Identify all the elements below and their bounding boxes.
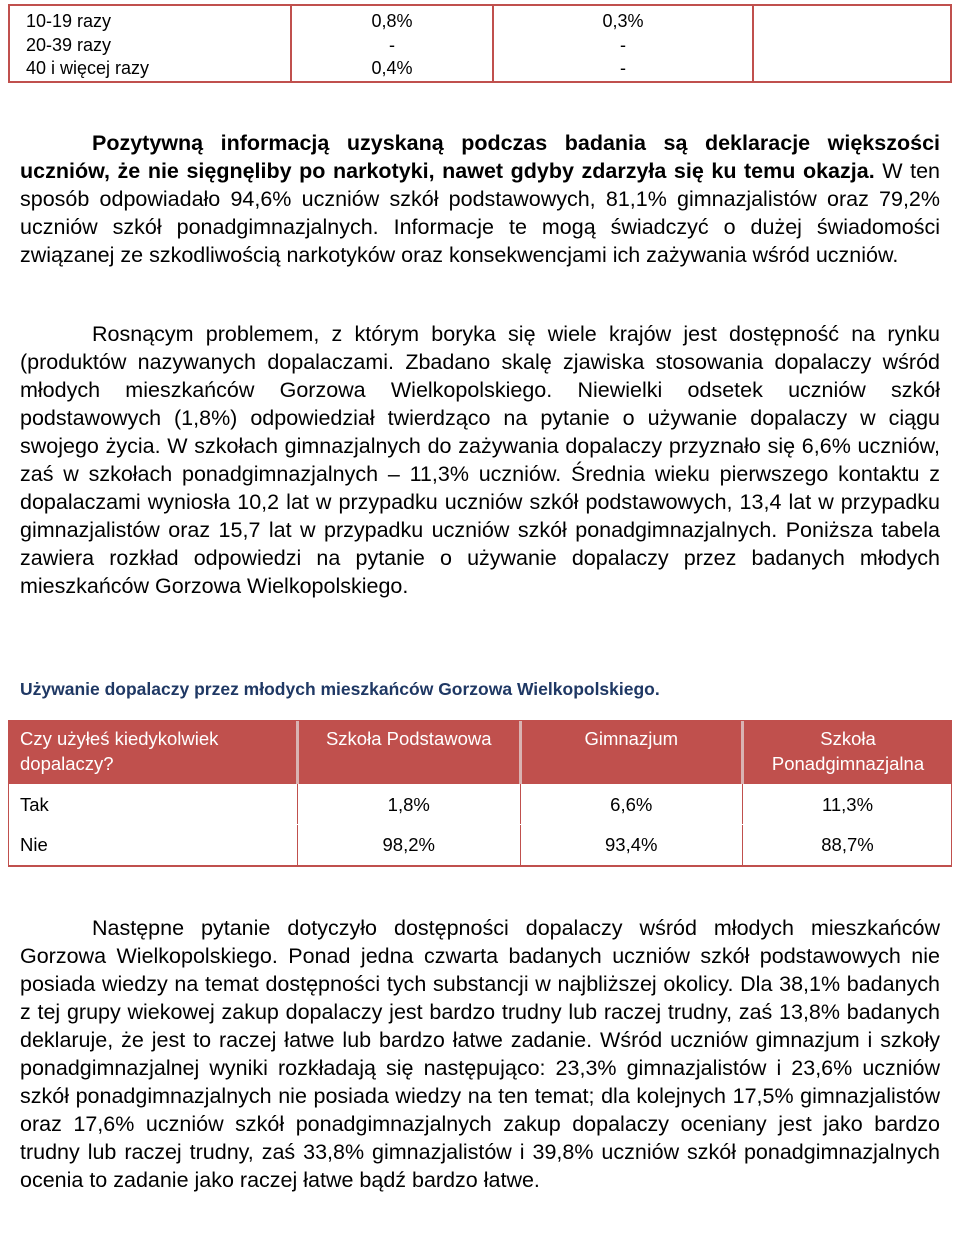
frequency-label: 20-39 razy bbox=[26, 34, 112, 55]
table-value: 0,3% bbox=[602, 11, 644, 31]
paragraph-bold-lead: Pozytywną informacją uzyskaną podczas badania są deklaracje większości uczniów, że nie sięgnęliby po narkotyki, nawet gdyby zdarzyła się ku temu okazja. bbox=[20, 131, 940, 183]
table-cell: 98,2% bbox=[298, 825, 521, 867]
frequency-label: 40 i więcej razy bbox=[26, 58, 150, 78]
legal-highs-usage-table bbox=[8, 720, 952, 867]
paragraph-text: Rosnącym problemem, z którym boryka się wiele krajów jest dostępność na rynku (produktów nazywanych dopalaczami. Zbadano skalę zjawiska stosowania dopalaczy wśród młodych mieszkańców Gorzowa Wielkopolskiego. Niewielki odsetek uczniów szkół podstawowych (1,8%) odpowiedział twierdząco na pytanie o używanie dopalaczy w ciągu swojego życia. W szkołach gimnazjalnych do zażywania dopalaczy przyznało się 6,6% uczniów, zaś w szkołach ponadgimnazjalnych – 11,3% uczniów. Średnia wieku pierwszego kontaktu z dopalaczami wyniosła 10,2 lat w przypadku uczniów szkół podstawowych, 13,4 lat w przypadku gimnazjalistów oraz 15,7 lat w przypadku uczniów szkół ponadgimnazjalnych. Poniższa tabela zawiera rozkład odpowiedzi na pytanie o używanie dopalaczy przez badanych młodych mieszkańców Gorzowa Wielkopolskiego. bbox=[20, 322, 940, 598]
frequency-label: 10-19 razy bbox=[26, 11, 112, 31]
table-value: - bbox=[389, 34, 395, 55]
frequency-labels-cell bbox=[9, 5, 291, 82]
answer-label: Nie bbox=[20, 834, 48, 855]
table-value: 0,4% bbox=[371, 58, 413, 78]
column-header-question: Czy użyłeś kiedykolwiek dopalaczy? bbox=[8, 720, 298, 784]
table-value: 0,8% bbox=[371, 11, 413, 31]
table-header-row bbox=[8, 720, 952, 784]
table-cell: 11,3% bbox=[743, 784, 953, 825]
column-header-primary-school: Szkoła Podstawowa bbox=[298, 720, 521, 784]
paragraph-availability bbox=[20, 914, 940, 1194]
column-header-middle-school: Gimnazjum bbox=[520, 720, 743, 784]
table-cell: 93,4% bbox=[520, 825, 743, 867]
paragraph-legal-highs bbox=[20, 320, 940, 600]
table-row bbox=[9, 5, 951, 82]
table-cell: 1,8% bbox=[298, 784, 521, 825]
table-caption: Używanie dopalaczy przez młodych mieszkańców Gorzowa Wielkopolskiego. bbox=[20, 679, 660, 699]
empty-cell bbox=[753, 5, 951, 82]
primary-school-values-cell bbox=[291, 5, 493, 82]
table-row bbox=[8, 825, 952, 867]
table-row bbox=[8, 784, 952, 825]
middle-school-values-cell bbox=[493, 5, 753, 82]
frequency-table-fragment bbox=[8, 4, 952, 83]
table-value: - bbox=[620, 34, 626, 55]
answer-label: Tak bbox=[8, 784, 298, 825]
paragraph-drug-declarations bbox=[20, 129, 940, 269]
paragraph-text: Następne pytanie dotyczyło dostępności dopalaczy wśród młodych mieszkańców Gorzowa Wielkopolskiego. Ponad jedna czwarta badanych uczniów szkół podstawowych nie posiada wiedzy na temat dostępności tych substancji w najbliższej okolicy. Dla 38,1% badanych z tej grupy wiekowej zakup dopalaczy jest bardzo trudny lub raczej trudny, zaś 13,8% badanych deklaruje, że jest to raczej łatwe lub bardzo łatwe zadanie. Wśród uczniów gimnazjum i szkoły ponadgimnazjalnej wyniki rozkładają się następująco: 23,3% gimnazjalistów i 23,6% uczniów szkół ponadgimnazjalnych nie posiada wiedzy na ten temat; dla kolejnych 17,5% gimnazjalistów oraz 17,6% uczniów szkół ponadgimnazjalnych zakup dopalaczy oceniany jest jako bardzo trudny lub raczej trudny, zaś 33,8% gimnazjalistów i 39,8% uczniów szkół ponadgimnazjalnych ocenia to zadanie jako raczej łatwe bądź bardzo łatwe. bbox=[20, 916, 940, 1192]
paragraph-text: W ten sposób odpowiadało 94,6% uczniów szkół podstawowych, 81,1% gimnazjalistów oraz 79,2% uczniów szkół ponadgimnazjalnych. Informacje te mogą świadczyć o dużej świadomości związanej ze szkodliwością narkotyków oraz konsekwencjami ich zażywania wśród uczniów. bbox=[20, 159, 940, 267]
table-cell: 6,6% bbox=[520, 784, 743, 825]
column-header-high-school: Szkoła Ponadgimnazjalna bbox=[743, 720, 953, 784]
table-cell: 88,7% bbox=[743, 825, 953, 867]
table-value: - bbox=[620, 58, 626, 78]
